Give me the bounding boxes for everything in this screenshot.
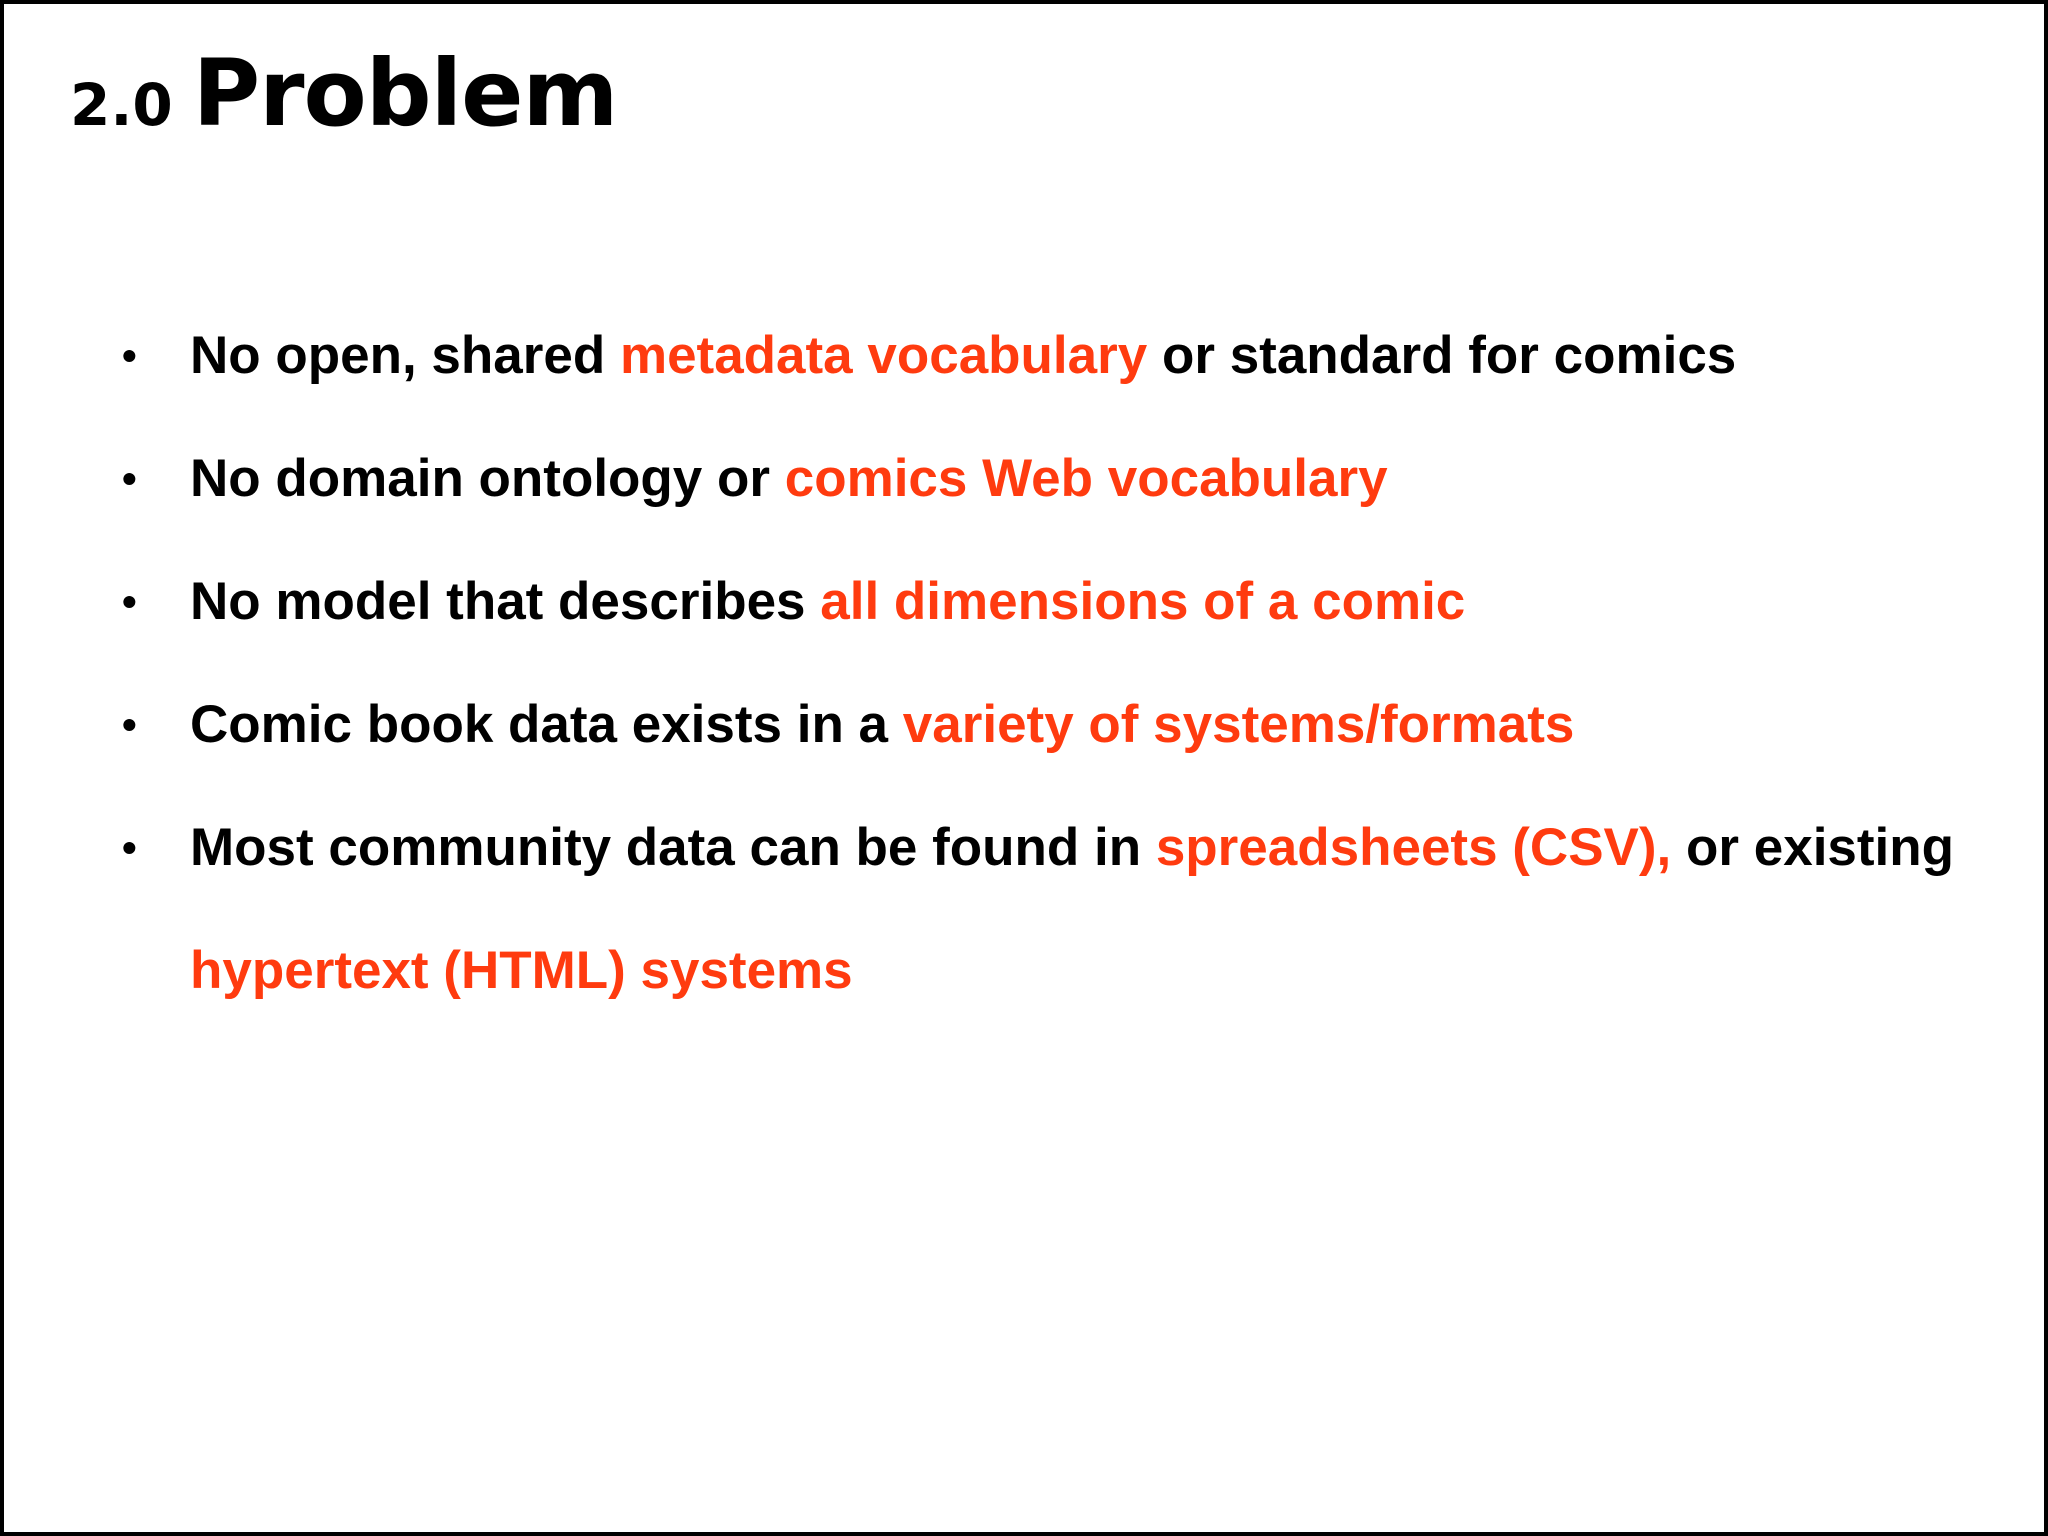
bullet-item [122, 540, 2002, 663]
bullet-text: No model that describes [190, 572, 821, 631]
bullet-item [122, 663, 2002, 786]
section-number: 2.0 [70, 71, 173, 139]
bullet-list [122, 294, 2002, 1032]
highlighted-text: spreadsheets (CSV), [1155, 818, 1672, 877]
bullet-icon: • [122, 824, 137, 871]
bullet-text: No open, shared [190, 326, 620, 385]
highlighted-text: metadata vocabulary [619, 326, 1148, 385]
bullet-text: Most community data can be found in [190, 818, 1156, 877]
bullet-item [122, 786, 2002, 1032]
bullet-icon: • [122, 578, 137, 625]
bullet-icon: • [122, 455, 137, 502]
highlighted-text: all dimensions of a comic [820, 572, 1466, 631]
bullet-text: Comic book data exists in a [190, 695, 903, 754]
bullet-text: or standard for comics [1147, 326, 1737, 385]
highlighted-text: comics Web vocabulary [784, 449, 1388, 508]
bullet-text: No domain ontology or [190, 449, 785, 508]
title-text: Problem [192, 40, 618, 147]
bullet-item [122, 294, 2002, 417]
bullet-icon: • [122, 701, 137, 748]
slide-title [70, 40, 618, 147]
bullet-icon: • [122, 332, 137, 379]
bullet-item [122, 417, 2002, 540]
highlighted-text: hypertext (HTML) systems [190, 941, 853, 1000]
highlighted-text: variety of systems/formats [902, 695, 1575, 754]
bullet-text: or existing [1671, 818, 1955, 877]
